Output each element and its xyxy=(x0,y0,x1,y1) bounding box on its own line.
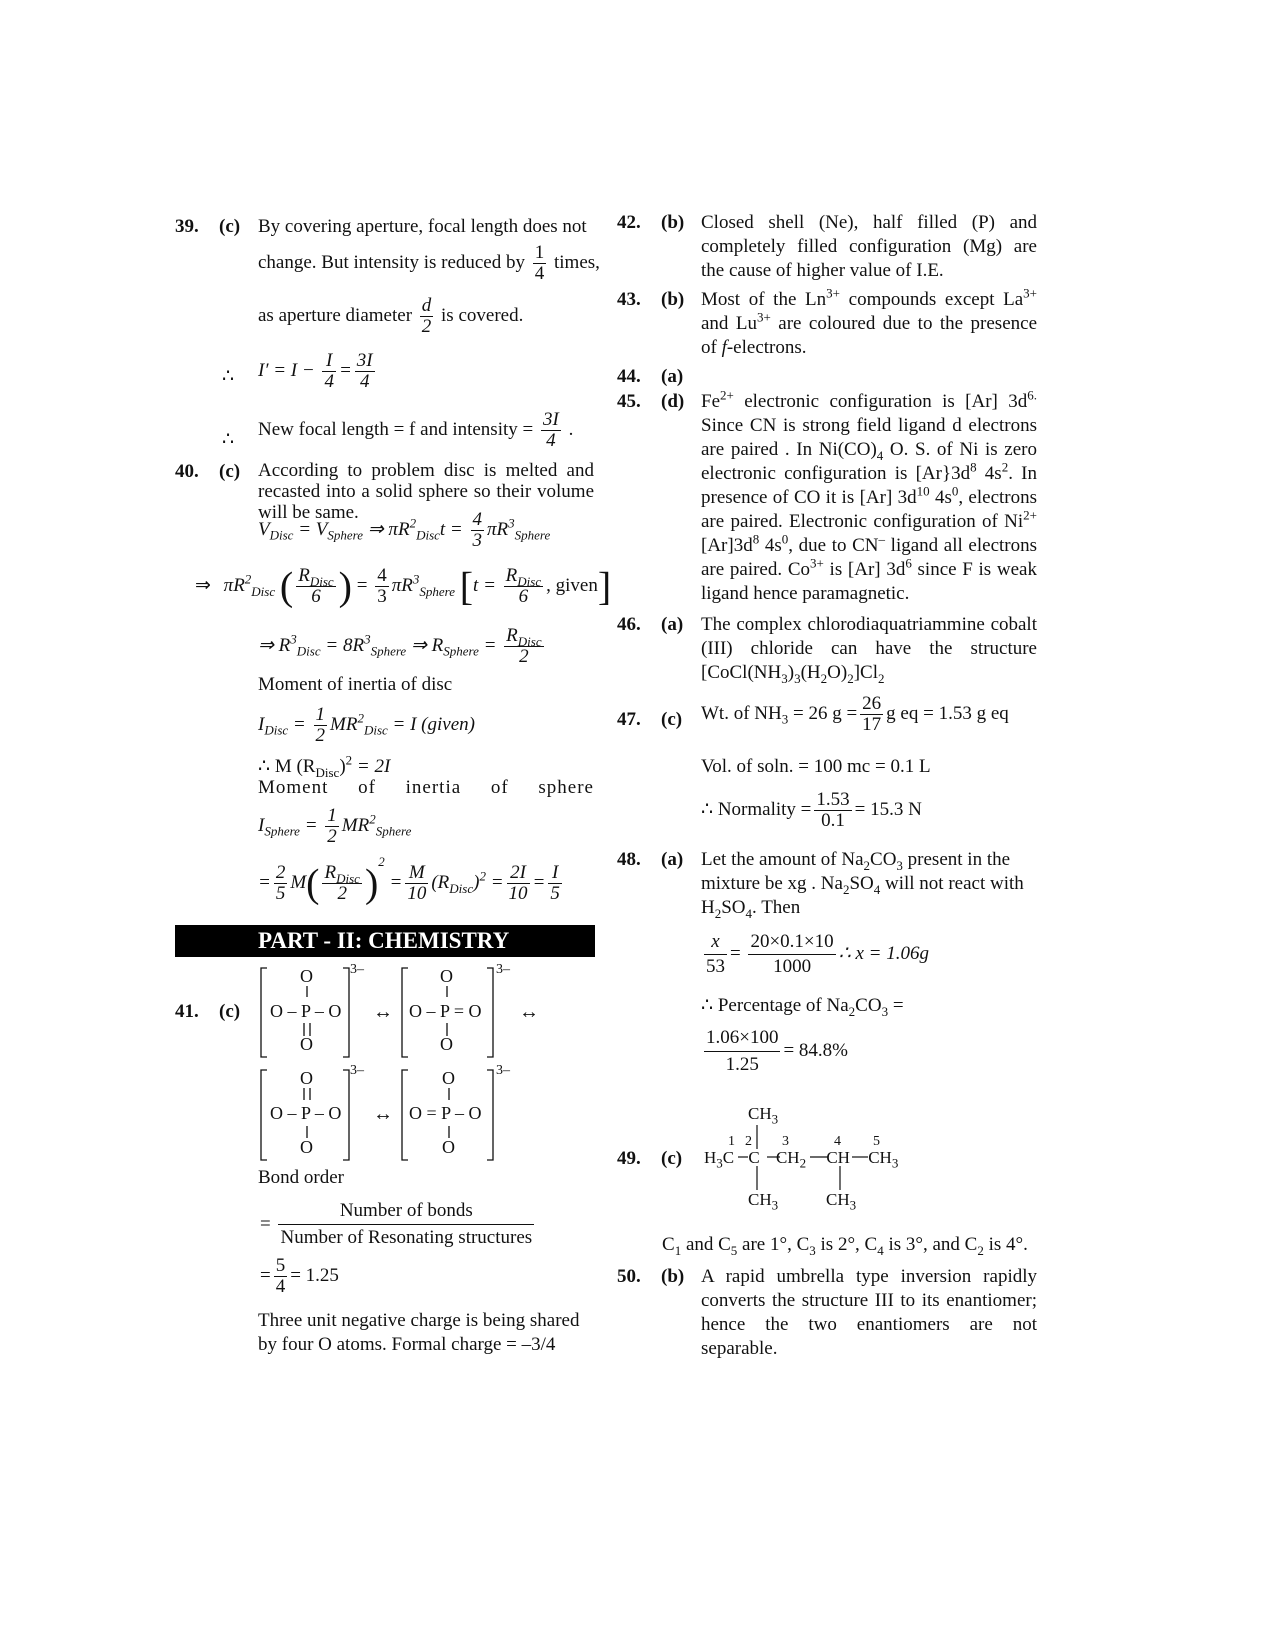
answer-option: (b) xyxy=(661,289,685,310)
ion-charge: 3– xyxy=(350,1063,364,1078)
methyl-group: $CH_3$ xyxy=(826,1190,857,1213)
q39-line2: change. But intensity is reduced by $\frac{1}{4}$ times, xyxy=(258,242,600,284)
question-number: 39. xyxy=(175,216,199,237)
answer-option: (c) xyxy=(661,709,683,730)
q39-line3: as aperture diameter $\frac{d}{2}$ is covered. xyxy=(258,295,524,337)
phosphate-row: O – P – O xyxy=(270,1001,342,1021)
answer-option: (c) xyxy=(219,1001,241,1022)
oxygen-atom: O xyxy=(440,1034,453,1054)
oxygen-atom: O xyxy=(300,1034,313,1054)
question-number: 49. xyxy=(617,1148,641,1169)
question-number: 48. xyxy=(617,849,641,870)
question-number: 40. xyxy=(175,461,199,482)
oxygen-atom: O xyxy=(300,1068,313,1088)
q40-equation-7: = $\frac{2}{5}$ M( $\frac{R_{Disc}}{2}$ )$^2$ = $\frac{M}{10}$ $(R_{Disc})^2$ = $\frac{2I}{10}$ = $\frac{I}{5}$ xyxy=(258,854,560,906)
q39-line1: By covering aperture, focal length does not xyxy=(258,216,587,237)
q49-degree-text: $C_1$ and $C_5$ are 1°, $C_3$ is 2°, $C_4$ is 3°, and $C_2$ is 4°. xyxy=(662,1234,1028,1258)
carbon-chain: $H_3C$ C $CH_2$ CH $CH_3$ xyxy=(704,1148,899,1171)
carbon-number-1: 1 xyxy=(728,1134,735,1149)
q41-paragraph: Three unit negative charge is being shared by four O atoms. Formal charge = –3/4 xyxy=(258,1310,580,1355)
question-number: 43. xyxy=(617,289,641,310)
q40-equation-6: $I_{Sphere}$ = $\frac{1}{2}$ $MR^2_{Sphere}$ xyxy=(258,805,412,847)
q43-text: Most of the $Ln^{3+}$ compounds except $La^{3+}$ and $Lu^{3+}$ are coloured due to the presence of f-electrons. xyxy=(701,285,1037,358)
q40-equation-4: $I_{Disc}$ = $\frac{1}{2}$ $MR^2_{Disc} = I$ (given) xyxy=(258,704,475,746)
oxygen-atom: O xyxy=(300,966,313,986)
phosphate-row: O – P – O xyxy=(270,1103,342,1123)
oxygen-atom: O xyxy=(442,1068,455,1088)
q40-equation-3: ⇒ $R^3_{Disc} = 8R^3_{Sphere}$ ⇒ $R_{Sphere}$ = $\frac{R_{Disc}}{2}$ xyxy=(258,625,542,667)
carbon-number-3: 3 xyxy=(782,1134,789,1149)
q40-paragraph: According to problem disc is melted and recasted into a solid sphere so their volume will be same. xyxy=(258,460,594,523)
q48-percentage-result: $\frac{1.06\times 100}{1.25}$ = 84.8% xyxy=(706,1027,849,1075)
carbon-number-2: 2 xyxy=(745,1134,752,1149)
q45-text: $Fe^{2+}$ electronic configuration is [Ar] $3d^{6.}$ Since CN is strong field ligand d electrons are paired . In $Ni(CO)_4$ O. S. of Ni is zero electronic configuration is $[Ar\}3d^8$ $4s^2$. In presence of CO it is [Ar] $3d^{10}$ $4s^0$, electrons are paired. Electronic configuration of $Ni^{2+}$ $[Ar]3d^8$ $4s^0$, due to CN– ligand all electrons are paired. $Co^{3+}$ is [Ar] $3d^6$ since F is weak ligand hence paramagnetic. xyxy=(701,387,1038,604)
ion-charge: 3– xyxy=(496,962,510,977)
bond-order-formula: = $\frac{\text{Number of bonds}}{\text{Number of Resonating structures}}$ xyxy=(260,1200,533,1248)
q47-weight: Wt. of $NH_3 = 26$ g = $\frac{26}{17}$ g eq = 1.53 g eq xyxy=(701,693,1009,735)
oxygen-atom: O xyxy=(442,1137,455,1157)
bond-order-label: Bond order xyxy=(258,1167,345,1188)
oxygen-atom: O xyxy=(300,1137,313,1157)
q40-volume-equation: $V_{Disc} = V_{Sphere}$ ⇒ $\pi R^2_{Disc}t$ = $\frac{4}{3}$ $\pi R^3_{Sphere}$ xyxy=(258,509,551,551)
answer-option: (b) xyxy=(661,212,685,233)
q39-equation: I′ = I − $\frac{I}{4}$ = $\frac{3I}{4}$ xyxy=(258,350,373,392)
phosphate-row: O – P = O xyxy=(409,1001,482,1021)
q48-percentage-label: ∴ Percentage of $Na_2CO_3$ = xyxy=(701,995,904,1019)
question-number: 44. xyxy=(617,366,641,387)
q42-text: Closed shell (Ne), half filled (P) and completely filled configuration (Mg) are the cause of higher value of I.E. xyxy=(701,212,1037,281)
ion-charge: 3– xyxy=(350,962,364,977)
answer-option: (a) xyxy=(661,366,684,387)
question-number: 47. xyxy=(617,709,641,730)
q40-moi-sphere: Moment of inertia of sphere xyxy=(258,777,594,798)
answer-option: (c) xyxy=(661,1148,683,1169)
methyl-group: $CH_3$ xyxy=(748,1190,779,1213)
answer-option: (a) xyxy=(661,614,684,635)
resonance-arrow: ↔ xyxy=(373,1001,393,1023)
phosphate-row: O = P – O xyxy=(409,1103,482,1123)
q40-equation-2: ⇒ $\pi R^2_{Disc}$ ( $\frac{R_{Disc}}{6}$ ) = $\frac{4}{3}$ $\pi R^3_{Sphere}$ [t = $\frac{R_{Disc}}{6}$ , given] xyxy=(195,563,612,609)
answer-option: (c) xyxy=(219,461,241,482)
q40-moi-disc: Moment of inertia of disc xyxy=(258,674,453,695)
bond-order-result: = $\frac{5}{4}$ = 1.25 xyxy=(260,1255,339,1297)
therefore-symbol: ∴ xyxy=(222,429,235,450)
resonance-arrow: ↔ xyxy=(373,1103,393,1125)
question-number: 45. xyxy=(617,391,641,412)
answer-option: (a) xyxy=(661,849,684,870)
answer-option: (b) xyxy=(661,1266,685,1287)
question-number: 41. xyxy=(175,1001,199,1022)
carbon-number-5: 5 xyxy=(873,1134,880,1149)
ion-charge: 3– xyxy=(496,1063,510,1078)
question-number: 42. xyxy=(617,212,641,233)
question-number: 46. xyxy=(617,614,641,635)
oxygen-atom: O xyxy=(440,966,453,986)
phosphate-resonance-structures xyxy=(255,960,575,1165)
q40-equation-5: ∴ M $(R_{Disc})^2 = 2I$ xyxy=(258,752,391,780)
q47-normality: ∴ Normality = $\frac{1.53}{0.1}$ = 15.3 N xyxy=(701,789,922,831)
q47-volume: Vol. of soln. = 100 mc = 0.1 L xyxy=(701,756,931,777)
therefore-symbol: ∴ xyxy=(222,366,235,387)
q46-text: The complex chlorodiaquatriammine cobalt (III) chloride can have the structure $[CoCl(NH_3)_3(H_2O)_2]Cl_2$ xyxy=(701,614,1037,686)
q50-text: A rapid umbrella type inversion rapidly converts the structure III to its enantiomer; hence the two enantiomers are not separable. xyxy=(701,1266,1037,1359)
question-number: 50. xyxy=(617,1266,641,1287)
q39-line5: New focal length = f and intensity = $\frac{3I}{4}$ . xyxy=(258,409,574,451)
q48-equation: $\frac{x}{53}$ = $\frac{20\times 0.1\times 10}{1000}$ ∴ x = 1.06g xyxy=(706,931,929,977)
answer-option: (c) xyxy=(219,216,241,237)
methyl-group: $CH_3$ xyxy=(748,1104,779,1127)
carbon-number-4: 4 xyxy=(834,1134,841,1149)
answer-option: (d) xyxy=(661,391,685,412)
section-banner xyxy=(175,925,595,957)
section-title: PART - II: CHEMISTRY xyxy=(258,928,510,953)
q48-text: Let the amount of $Na_2CO_3$ present in the mixture be xg . $Na_2SO_4$ will not react with $H_2SO_4$. Then xyxy=(701,849,1024,921)
resonance-arrow: ↔ xyxy=(519,1001,539,1023)
